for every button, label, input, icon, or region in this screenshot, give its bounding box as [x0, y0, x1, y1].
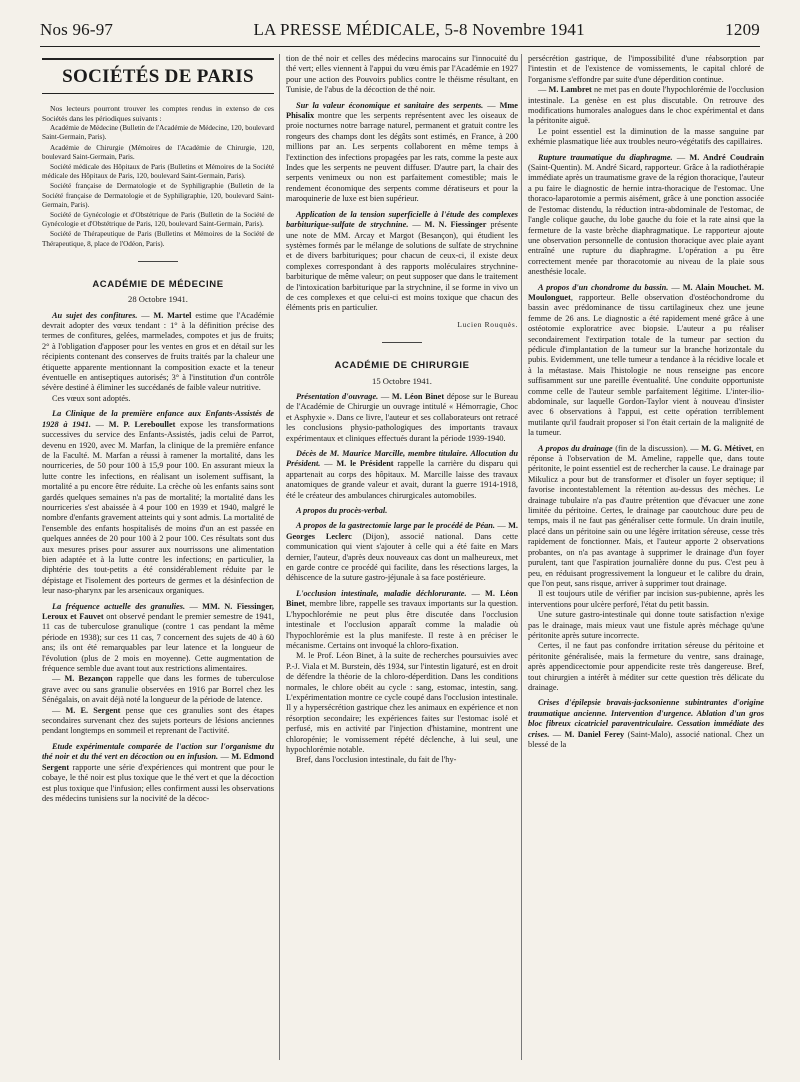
article-subtitle: (fin de la discussion). — [615, 443, 688, 453]
article-paragraph: Une suture gastro-intestinale qui donne toute satisfaction n'exige pas le drainage, mais mieux vaut une fistule après méchage qu'une péritonite après suture incorrecte. — [528, 610, 764, 640]
article-paragraph: L'occlusion intestinale, maladie déchlorurante. — M. Léon Binet, membre libre, rappelle ses travaux importants sur la question. L'hypochlorémie ne peut plus être discutée dans l'occlusion intestinale et l'occlusion apparaît comme la maladie où l'hypochlorémie est la plus manifeste. Il reste à en préciser le mécanisme. Certains ont invoqué la chloro-fixation. — [286, 588, 518, 650]
article-title: La Clinique de la première enfance aux Enfants-Assistés de 1928 à 1941. — [42, 409, 274, 429]
article-title: Présentation d'ouvrage. — [296, 391, 379, 401]
article-paragraph: A propos du drainage (fin de la discussion). — M. G. Métivet, en réponse à l'observation de M. Ameline, rappelle que, dans toute péritonite, le point essentiel est de rechercher la cause. Le drainage par Mikulicz a pour but de transformer et d'isoler un foyer septique; il favorise incontestablement la rétention au-dessus des mèches. Le drainage tubulaire n'a pas d'autre prétention que d'évacuer une zone limitée du péritoine. Certes, le drainage par caoutchouc dure peu de temps, mais il ne faut pas généraliser cette formule. Un drain inutile, placé dans un péritoine sain ou une légère irritation séreuse, cesse très rapidement de fonctionner. Mais, et l'auteur apporte 2 observations probantes, on n'a pas avantage à supprimer le drainage d'un foyer purulent, tant que l'aspiration journalière donne du pus. C'est peu à peu, en réduisant progressivement la longueur et le calibre du drain, que l'on peut, sans risque, arriver à supprimer tout drainage. — [528, 443, 764, 588]
column-2 — [286, 54, 518, 766]
article-paragraph: Il est toujours utile de vérifier par incision sus-pubienne, après les interventions pour ulcère perforé, l'état du petit bassin. — [528, 589, 764, 609]
intro-text: Nos lecteurs pourront trouver les comptes rendus in extenso de ces Sociétés dans les périodiques suivants : — [42, 104, 274, 123]
society-entry: Société de Thérapeutique de Paris (Bulletins et Mémoires de la Société de Thérapeutique, 8, place de l'Odéon, Paris). — [42, 230, 274, 248]
article-author: M. P. Lereboullet — [108, 419, 176, 429]
separator-rule — [138, 261, 178, 262]
article-author: M. Daniel Ferey — [564, 729, 625, 739]
article-paragraph: Ces vœux sont adoptés. — [52, 393, 131, 403]
article-author: M. Alain Mouchet. M. Moulonguet — [528, 282, 764, 302]
society-entry: Société médicale des Hôpitaux de Paris (Bulletins et Mémoires de la Société médicale des Hôpitaux de Paris, 120, boulevard Saint-Germain, Paris). — [42, 163, 274, 181]
article-text: rappelle la carrière du disparu qui appartenait au corps des hôpitaux. M. Marcille laisse des travaux anatomiques de grande valeur et avait, durant la guerre 1914-1918, été le créateur des ambulances chirurgicales automobiles. — [286, 459, 519, 500]
article-paragraph — [286, 506, 518, 516]
article-author: MM. N. Fiessinger, Leroux et Fauvet — [42, 601, 274, 622]
article-title: La fréquence actuelle des granulies. — [52, 601, 186, 611]
article-paragraph: Crises d'épilepsie bravais-jacksonienne subintrantes d'origine traumatique ancienne. Intervention d'urgence. Ablation d'un gros bloc fibreux cicatriciel paraventriculaire. Cessation immédiate des crises. — M. Daniel Ferey (Saint-Malo), associé national. Chez un blessé de la — [528, 698, 764, 749]
article-paragraph: Application de la tension superficielle à l'étude des complexes barbiturique-sulfate de strychnine. — M. N. Fiessinger présente une note de MM. Arcay et Margot (Besançon), qui étudient les systèmes formés par le mélange de solutions de sulfate de strychnine et de divers barbituriques; pour chacun de ceux-ci, il existe deux complexes correspondant à des rapports moléculaires strychnine-barbiturique de même valeur; on peut supposer que dans le traitement de l'intoxication barbiturique par la strychnine, il se forme in vivo un de ces complexes et que celui-ci est moins toxique que chacun des éléments pris en particulier. — [286, 209, 518, 313]
article-paragraph: Au sujet des confitures. — M. Martel estime que l'Académie devrait adopter des vœux tendant : 1° à la définition précise des termes de confitures, gelées, marmelades, compotes et jus de fruits; 2° à l'obligation d'apposer pour les ventes en gros et en détail sur les récipients contenant des conserves de fruits traités par la chaleur une étiquette apparente mentionnant la composition exacte et la teneur éventuelle en antiseptiques autorisés; 3° à l'institution d'un contrôle sévère destiné à éliminer les succédanés de faible valeur nutritive. — [42, 310, 274, 393]
article-text: rapporte une série d'expériences qui montrent que pour le cobaye, le thé noir est plus toxique que le thé vert et que la décoction est plus toxique que l'infusion; elles confirment aussi les observations des médecins tunisiens sur la nocivité de la décoc- — [42, 762, 274, 803]
article-paragraph: Certes, il ne faut pas confondre irritation séreuse du péritoine et péritonite généralisée, mais la fermeture du ventre, sans drainage, après appendicectomie pour appendicite reste très dangereuse. Bref, tout chirurgien a intérêt à méditer sur cette question très délicate du drainage. — [528, 641, 764, 692]
article-text: (Saint-Quentin). M. André Sicard, rapporteur. Grâce à la radiothérapie immédiate après un traumatisme grave de la région thoracique, l'auteur a pu faire le diagnostic de hernie intra-thoracique de l'estomac. Une thoraco-laparotomie a permis aisément, grâce à une ponction associée de l'estomac distendu, la réduction intra-abdominale de l'estomac, de l'angle colique gauche, du lobe gauche du foie et la rate ainsi que la fermeture de la vaste brèche diaphragmatique. Le rapporteur ajoute une observation personnelle de contusion thoracique avec plaie ayant entraîné une rupture du diaphragme. L'opération a pu être correctement menée par thoracotomie au niveau de la plaie sous anesthésie locale. — [528, 163, 764, 277]
session-date: 28 Octobre 1941. — [128, 294, 188, 305]
article-title: Application de la tension superficielle à l'étude des complexes barbiturique-sulfate de strychnine. — [286, 209, 518, 230]
article-paragraph: — M. Bezançon rappelle que dans les formes de tuberculose grave avec ou sans granulie observées en 1916 par Borrel chez les Sénégalais, on avait déjà noté la longueur de la période de latence. — [42, 674, 275, 705]
section-title: SOCIÉTÉS DE PARIS — [42, 58, 274, 94]
article-text: pense que ces granulies sont des étapes secondaires survenant chez des sujets porteurs de lésions anciennes pendant longtemps en sommeil et reprenant de l'activité. — [42, 705, 274, 736]
separator-rule — [382, 342, 422, 343]
column-1 — [42, 54, 274, 804]
article-paragraph: tion de thé noir et celles des médecins marocains sur l'innocuité du thé vert; elles viennent à l'appui du vœu émis par l'Académie en 1927 pour une action des Pouvoirs publics contre le théisme résultant, en Tunisie, de l'abus de la décoction de thé noir. — [286, 54, 518, 95]
article-author: M. Bezançon — [64, 674, 113, 684]
article-author: Mme Phisalix — [286, 100, 518, 121]
article-author: M. le Président — [336, 459, 394, 469]
article-text: expose les transformations successives du service des Enfants-Assistés, jadis celui de Parrot, devenu en 1920, avec M. Marfan, la clinique de la première enfance de la Faculté. M. Marfan a réussi à ramener la mortalité, dans les nourriceries, de 50 pour 100 à 15,9 pour 100. En assurant mieux la lutte contre les infections, en réalisant un isolement suffisant, la mortalité a pu encore être réduite. La crèche où les enfants sains sont gardés quelques semaines n'a pas de mortalité; la mortalité dans les nourriceries s'est abaissée à 4 pour 100 en 1939 et 1940, malgré le nombre d'enfants gravement atteints qui y sont admis. La mortalité de l'ensemble des enfants hospitalisés de moins d'un an est passée en quelques années de 20 pour 100 à 2 pour 100. Ces résultats sont dus aux mesures prises pour assurer aux nourrissons une alimentation bien adaptée et à la lutte contre les infections; en particulier, la diphtérie des tout-petits a été considérablement réduite par le dépistage et l'isolement des porteurs de germes et la désinfection de leur naso-pharynx par les arsenicaux organiques. — [42, 419, 274, 596]
article-paragraph: Sur la valeur économique et sanitaire des serpents. — Mme Phisalix montre que les serpents représentent avec les oiseaux de proie nocturnes notre barrage naturel, permanent et gratuit contre les rongeurs des champs dont les dégâts sont estimés, en France, à 200 millions par an. Les serpents collaborent en même temps à l'extinction des infections propagées par les rats, comme la peste aux Indes que les serpents ne peuvent diffuser. D'autre part, la chair des serpents venimeux ou non est parfaitement comestible; mais le rendement économique des serpents comme dératiseurs et pour la maroquinerie de luxe est bien supérieur. — [286, 100, 518, 204]
article-paragraph: Le point essentiel est la diminution de la masse sanguine par exhémie plasmatique liée aux troubles neuro-végétatifs des capillaires. — [528, 126, 764, 147]
column-divider — [279, 54, 280, 1060]
article-title: A propos d'un chondrome du bassin. — [538, 282, 669, 292]
article-text: présente une note de MM. Arcay et Margot (Besançon), qui étudient les systèmes formés par le mélange de solutions de sulfate de strychnine et de divers barbituriques; pour chacun de ceux-ci, il existe deux complexes correspondant à des rapports moléculaires strychnine-barbiturique de même valeur; on peut supposer que dans le traitement de l'intoxication barbiturique par la strychnine, il se forme in vivo un de ces complexes et que celui-ci est moins toxique que chacun des éléments pris en particulier. — [286, 220, 518, 313]
article-paragraph: Etude expérimentale comparée de l'action sur l'organisme du thé noir et du thé vert en décoction ou en infusion. — M. Edmond Sergent rapporte une série d'expériences qui montrent que pour le cobaye, le thé noir est plus toxique que le thé vert et que la décoction est plus toxique que l'infusion; elles confirment aussi les observations des médecins tunisiens sur la nocivité de la décoc- — [42, 741, 274, 803]
article-text: estime que l'Académie devrait adopter des vœux tendant : 1° à la définition précise des termes de confitures, gelées, marmelades, compotes et jus de fruits; 2° à l'obligation d'apposer pour les ventes en gros et en détail sur les récipients contenant des conserves de fruits traités par la chaleur une étiquette apparente mentionnant la composition exacte et la teneur éventuelle en antiseptiques autorisés; 3° à l'institution d'un contrôle sévère destiné à éliminer les succédanés de faible valeur nutritive. — [42, 310, 274, 393]
issue-number: Nos 96-97 — [40, 20, 114, 39]
article-paragraph: Décès de M. Maurice Marcille, membre titulaire. Allocution du Président. — M. le Président rappelle la carrière du disparu qui appartenait au corps des hôpitaux. M. Marcille laisse des travaux anatomiques de grande valeur et avait, durant la guerre 1914-1918, été le créateur des ambulances chirurgicales automobiles. — [286, 449, 519, 500]
article-paragraph: Bref, dans l'occlusion intestinale, du fait de l'hy- — [296, 755, 457, 765]
article-title: Décès de M. Maurice Marcille, membre titulaire. Allocution du Président. — [286, 449, 518, 469]
article-author: M. Martel — [153, 310, 192, 320]
article-author: M. André Coudrain — [689, 152, 764, 162]
article-paragraph: Rupture traumatique du diaphragme. — M. André Coudrain (Saint-Quentin). M. André Sicard, rapporteur. Grâce à la radiothérapie immédiate après un traumatisme grave de la région thoracique, l'auteur a pu faire le diagnostic de hernie intra-thoracique de l'estomac. Une thoraco-laparotomie a permis aisément, grâce à une ponction associée de l'estomac distendu, la réduction intra-abdominale de l'estomac, de l'angle colique gauche, du lobe gauche du foie et la rate ainsi que la fermeture de la vaste brèche diaphragmatique. Le rapporteur ajoute une observation personnelle de contusion thoracique avec plaie ayant entraîné une rupture du diaphragme. L'opération a pu être correctement menée par thoracotomie au niveau de la plaie sous anesthésie locale. — [528, 152, 764, 277]
article-author: M. Léon Binet — [286, 588, 518, 609]
article-text: montre que les serpents représentent avec les oiseaux de proie nocturnes notre barrage naturel, permanent et gratuit contre les rongeurs des champs dont les dégâts sont estimés, en France, à 200 millions par an. Les serpents collaborent en même temps à l'extinction des infections propagées par les rats, comme la peste aux Indes que les serpents ne peuvent diffuser. D'autre part, la chair des serpents venimeux ou non est parfaitement comestible; mais le rendement économique des serpents comme dératiseurs et pour la maroquinerie de luxe est bien supérieur. — [286, 111, 518, 204]
article-paragraph: Présentation d'ouvrage. — M. Léon Binet dépose sur le Bureau de l'Académie de Chirurgie un ouvrage intitulé « Hémorragie, Choc et Asphyxie ». Dans ce livre, l'auteur et ses collaborateurs ont retracé les conclusions physio-pathologiques des importants travaux expérimentaux et cliniques effectués durant la période 1939-1940. — [286, 391, 518, 443]
society-entry: Société française de Dermatologie et de Syphiligraphie (Bulletin de la Société française de Dermatologie et de Syphiligraphie, 120, boulevard Saint-Germain, Paris). — [42, 182, 274, 209]
article-text: , membre libre, rappelle ses travaux importants sur la question. L'hypochlorémie ne peut plus être discutée dans l'occlusion intestinale et l'occlusion apparaît comme la maladie où l'hypochlorémie est la plus manifeste. Il reste à en préciser le mécanisme. Certains ont invoqué la chloro-fixation. — [286, 599, 518, 650]
article-author: M. N. Fiessinger — [424, 220, 487, 230]
article-author: M. Edmond Sergent — [42, 752, 274, 772]
article-text: (Dijon), associé national. Dans cette communication qui vient s'ajouter à celle qui a été faite en Mars dernier, l'auteur, d'après deux nouveaux cas dont un malheureux, met en garde contre ce procédé qui facilite, dans les résections larges, la déhiscence de la suture gastro-jéjunale à sa face postérieure. — [286, 531, 519, 583]
session-date: 15 Octobre 1941. — [372, 375, 432, 386]
article-author: M. Lambret — [548, 85, 592, 95]
page-number: 1209 — [725, 20, 760, 39]
article-paragraph: persécrétion gastrique, de l'impossibilité d'une réabsorption par l'intestin et de l'existence de vomissements, le capital chloré de l'organisme s'effondre par suite d'une déperdition continue. — [528, 54, 764, 84]
article-text: dépose sur le Bureau de l'Académie de Chirurgie un ouvrage intitulé « Hémorragie, Choc et Asphyxie ». Dans ce livre, l'auteur et ses collaborateurs ont retracé les conclusions physio-pathologiques des importants travaux expérimentaux et cliniques effectués durant la période 1939-1940. — [286, 391, 518, 443]
article-title: Au sujet des confitures. — [52, 310, 138, 320]
article-paragraph: La fréquence actuelle des granulies. — MM. N. Fiessinger, Leroux et Fauvet ont observé pendant le premier semestre de 1941, 11 cas de tuberculose granulique (contre 1 cas pendant la même période en 1938); sur ces 11 cas, 7 concernent des sujets de 40 à 60 ans; ils ont été remarquables par leur latence et la longueur de l'évolution (plus de 2 mois en moyenne). Cette augmentation de fréquence semble due avant tout aux restrictions alimentaires. — [42, 601, 275, 674]
article-paragraph: M. le Prof. Léon Binet, à la suite de recherches poursuivies avec P.-J. Viala et M. Burstein, dès 1934, sur l'intestin ligaturé, est en droit de défendre la théorie de la chloro-déperdition. Dans les conditions normales, le chlore obéit au cycle : sang, estomac, intestin, sang. L'expérimentation montre ce cycle coupé dans l'occlusion intestinale. Il y a hypersécrétion gastrique chez les animaux en expérience et non résorption secondaire; les expériences faites sur l'estomac isolé et perfusé, mis en activité par l'injection d'histamine, montrent une chloropénie; le vomissement répété déclenche, à lui seul, une hypochlorémie notable. — [286, 651, 518, 754]
article-paragraph: — M. E. Sergent pense que ces granulies sont des étapes secondaires survenant chez des sujets porteurs de lésions anciennes pendant longtemps en sommeil et reprenant de l'activité. — [42, 705, 274, 736]
society-entry: Société de Gynécologie et d'Obstétrique de Paris (Bulletin de la Société de Gynécologie et d'Obstétrique de Paris, 120, boulevard Saint-Germain, Paris). — [42, 211, 274, 229]
society-entry: Académie de Chirurgie (Mémoires de l'Académie de Chirurgie, 120, boulevard Saint-Germain, Paris. — [42, 143, 274, 161]
publication-title: LA PRESSE MÉDICALE, 5-8 Novembre 1941 — [253, 20, 585, 39]
article-paragraph: — M. Lambret ne met pas en doute l'hypochlorémie de l'occlusion intestinale. La genèse en est plus discutable. On retrouve des modifications humorales analogues dans le choc expérimental et dans la péritonite aiguë. — [528, 85, 764, 126]
article-title: A propos du drainage — [538, 443, 613, 453]
article-text: , rapporteur. Belle observation d'ostéochondrome du bassin avec prédominance de tissu cartilagineux chez une jeune femme de 26 ans. Le diagnostic a été rapidement mené grâce à une ostéotomie exploratrice avec biopsie. L'auteur a pu réaliser secondairement l'extirpation totale de la tumeur par section du pédicule d'implantation de la tumeur sur la branche horizontale du pubis. Evidemment, une telle tumeur a tendance à la récidive locale et à la métastase. Mais l'histologie ne nous renseigne pas encore suffisamment sur une pareille éventualité. Une conduite opportuniste comme celle de l'auteur semble parfaitement légitime. L'inter-ilio-abdominale, sur laquelle Gordon-Taylor vient à nouveau d'insister avec 6 observations à l'appui, est cette opération terriblement mutilante qu'il faudrait proposer si l'on était certain de la malignité de la tumeur. — [528, 292, 764, 438]
article-title: A propos du procès-verbal. — [296, 506, 388, 516]
article-paragraph: A propos d'un chondrome du bassin. — M. Alain Mouchet. M. Moulonguet, rapporteur. Belle observation d'ostéochondrome du bassin avec prédominance de tissu cartilagineux chez une jeune femme de 26 ans. Le diagnostic a été rapidement mené grâce à une ostéotomie exploratrice avec biopsie. L'auteur a pu réaliser secondairement l'extirpation totale de la tumeur par section du pédicule d'implantation de la tumeur sur la branche horizontale du pubis. Evidemment, une telle tumeur a tendance à la récidive locale et à la métastase. Mais l'histologie ne nous renseigne pas encore suffisamment sur une pareille éventualité. Une conduite opportuniste comme celle de l'auteur semble parfaitement légitime. L'inter-ilio-abdominale, sur laquelle Gordon-Taylor vient à nouveau d'insister avec 6 observations à l'appui, est cette opération terriblement mutilante qu'il faudrait proposer si l'on était certain de la malignité de la tumeur. — [528, 282, 764, 438]
article-author: M. E. Sergent — [65, 705, 121, 715]
article-paragraph: A propos de la gastrectomie large par le procédé de Péan. — M. Georges Leclerc (Dijon), associé national. Dans cette communication qui vient s'ajouter à celle qui a été faite en Mars dernier, l'auteur, d'après deux nouveaux cas dont un malheureux, met en garde contre ce procédé qui facilite, dans les résections larges, la déhiscence de la suture gastro-jéjunale à sa face postérieure. — [286, 521, 519, 583]
article-text: ont observé pendant le premier semestre de 1941, 11 cas de tuberculose granulique (contre 1 cas pendant la même période en 1938); sur ces 11 cas, 7 concernent des sujets de 40 à 60 ans; ils ont été remarquables par leur latence et la longueur de l'évolution (plus de 2 mois en moyenne). Cette augmentation de fréquence semble due avant tout aux restrictions alimentaires. — [42, 612, 275, 674]
article-author: M. G. Métivet — [701, 443, 752, 453]
article-author: M. Léon Binet — [391, 391, 445, 401]
article-title: L'occlusion intestinale, maladie déchlorurante. — [296, 588, 467, 598]
page-header — [40, 20, 760, 46]
section-heading: ACADÉMIE DE CHIRURGIE — [334, 360, 470, 372]
article-title: Sur la valeur économique et sanitaire des serpents. — [296, 100, 484, 110]
section-heading: ACADÉMIE DE MÉDECINE — [92, 278, 224, 290]
article-title: Etude expérimentale comparée de l'action sur l'organisme du thé noir et du thé vert en décoction ou en infusion. — [42, 741, 274, 762]
article-paragraph: La Clinique de la première enfance aux Enfants-Assistés de 1928 à 1941. — M. P. Lereboullet expose les transformations successives du service des Enfants-Assistés, jadis celui de Parrot, devenu en 1920, avec M. Marfan, la clinique de la première enfance de la Faculté. M. Marfan a réussi à ramener la mortalité, dans les nourriceries, de 50 pour 100 à 15,9 pour 100. En assurant mieux la lutte contre les infections, en réalisant un isolement suffisant, la mortalité a pu encore être réduite. La crèche où les enfants sains sont gardés quelques semaines n'a pas de mortalité; la mortalité dans les nourriceries s'est abaissée à 4 pour 100 en 1939 et 1940, malgré le nombre d'enfants gravement atteints qui y sont admis. La mortalité de l'ensemble des enfants hospitalisés de moins d'un an est passée en quelques années de 20 pour 100 à 2 pour 100. Ces résultats sont dus aux mesures prises pour assurer aux nourrissons une alimentation bien adaptée et à la lutte contre les infections; en particulier, la diphtérie des tout-petits a été considérablement réduite par le dépistage et l'isolement des porteurs de germes et la désinfection de leur naso-pharynx par les arsenicaux organiques. — [42, 409, 274, 596]
article-text: (Saint-Malo), associé national. Chez un blessé de la — [528, 729, 764, 749]
article-title: Rupture traumatique du diaphragme. — [538, 152, 673, 162]
article-title: Crises d'épilepsie bravais-jacksonienne subintrantes d'origine traumatique ancienne. Intervention d'urgence. Ablation d'un gros bloc fibreux cicatriciel paraventriculaire. Cessation immédiate des crises. — [528, 698, 764, 739]
society-entry: Académie de Médecine (Bulletin de l'Académie de Médecine, 120, boulevard Saint-Germain, Paris). — [42, 124, 274, 142]
article-author: M. Georges Leclerc — [286, 521, 518, 541]
article-text: , en réponse à l'observation de M. Ameline, rappelle que, dans toute péritonite, le point essentiel est de rechercher la cause. Le drainage par Mikulicz a pour but de transformer et d'isoler un foyer septique; il favorise incontestablement la rétention au-dessus des mèches. Le drainage tubulaire n'a pas d'autre prétention que d'évacuer une zone limitée du péritoine. Certes, le drainage par caoutchouc dure peu de temps, mais il ne faut pas généraliser cette formule. Un drain inutile, placé dans un péritoine sain ou une légère irritation séreuse, cesse très rapidement de fonctionner. Mais, et l'auteur apporte 2 observations probantes, on n'a pas avantage à supprimer le drainage d'un foyer purulent, tant que l'aspiration journalière donne du pus. C'est peu à peu, en réduisant progressivement la longueur et le calibre du drain, que l'on peut, sans risque, arriver à supprimer tout drainage. — [528, 443, 764, 588]
column-divider — [521, 54, 522, 1060]
article-title: A propos de la gastrectomie large par le procédé de Péan. — [296, 521, 495, 531]
article-text: ne met pas en doute l'hypochlorémie de l'occlusion intestinale. La genèse en est plus discutable. On retrouve des modifications humorales analogues dans le choc expérimental et dans la péritonite aiguë. — [528, 85, 764, 126]
author-signature: Lucien Rouquès. — [457, 319, 518, 329]
article-text: rappelle que dans les formes de tuberculose grave avec ou sans granulie observées en 1916 par Borrel chez les Sénégalais, on avait déjà noté la longueur de la période de latence. — [42, 674, 275, 705]
header-rule — [40, 46, 760, 47]
column-3 — [528, 54, 764, 750]
